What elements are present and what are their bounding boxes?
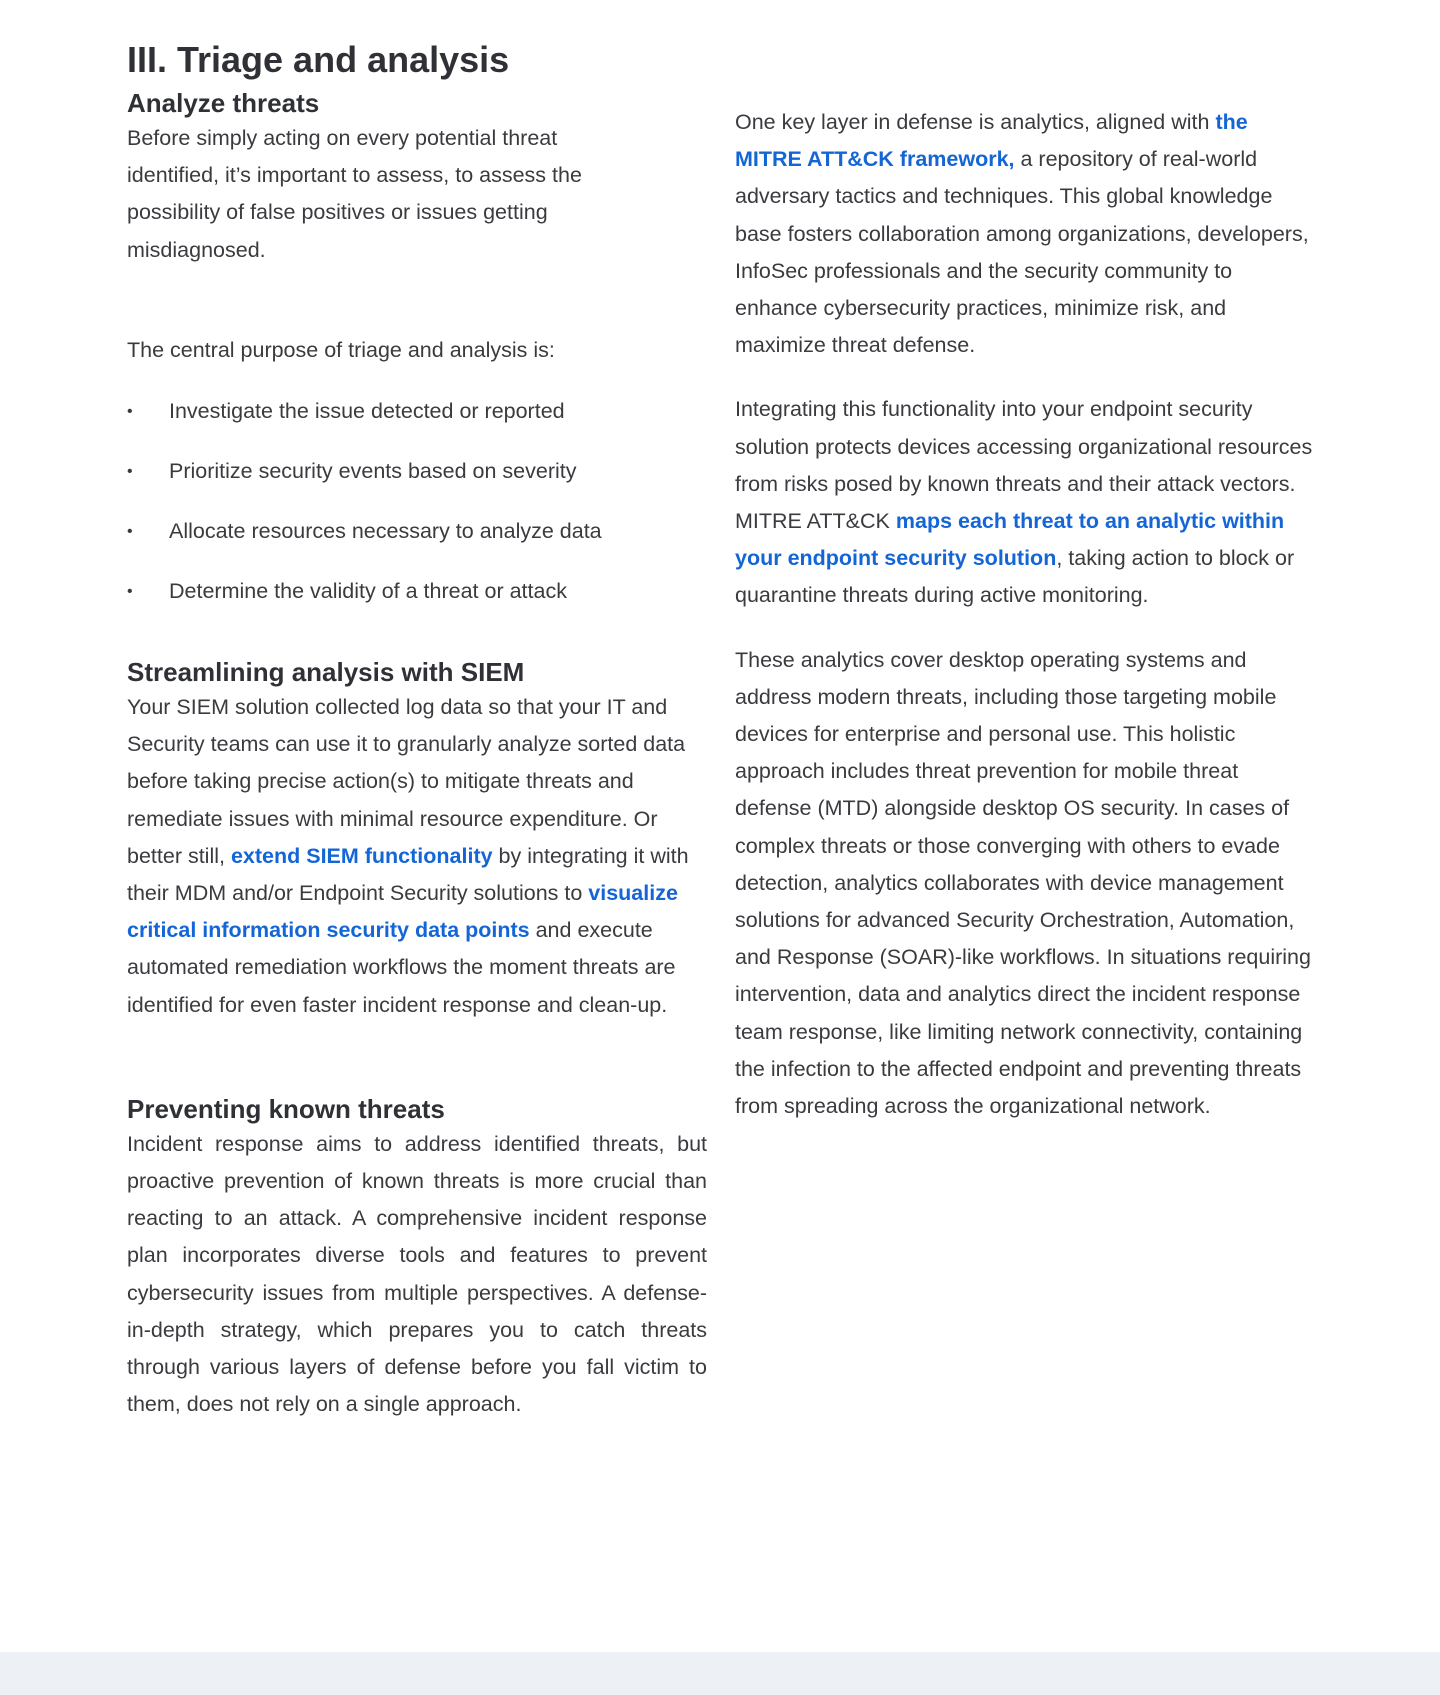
- visualize-security-data-link[interactable]: visualize critical information security data points: [127, 881, 678, 943]
- section-title: III. Triage and analysis: [127, 39, 510, 80]
- purpose-intro: The central purpose of triage and analysis is:: [127, 337, 555, 362]
- analytics-coverage-paragraph: These analytics cover desktop operating systems and address modern threats, including those targeting mobile devices for enterprise and personal use. This holistic approach includes threat prevention for mobile threat defense (MTD) alongside desktop OS security. In cases of complex threats or those converging with others to evade detection, analytics collaborates with device management solutions for advanced Security Orchestration, Automation, and Response (SOAR)-like workflows. In situations requiring intervention, data and analytics direct the incident response team response, like limiting network connectivity, containing the infection to the affected endpoint and preventing threats from spreading across the organizational network.: [735, 647, 1311, 1119]
- bullet-icon: •: [127, 403, 133, 421]
- analyze-threats-heading: Analyze threats: [127, 88, 320, 118]
- list-item: • Determine the validity of a threat or attack: [127, 573, 707, 633]
- maps-threat-to-analytic-link[interactable]: maps each threat to an analytic within your endpoint security solution: [735, 509, 1285, 571]
- purpose-list: [127, 393, 707, 633]
- mitre-attack-framework-link[interactable]: the MITRE ATT&CK framework,: [735, 110, 1248, 172]
- list-item: • Investigate the issue detected or reported: [127, 393, 707, 453]
- analyze-threats-body: Before simply acting on every potential threat identified, it’s important to assess, to assess the possibility of false positives or issues getting misdiagnosed.: [127, 126, 582, 262]
- integration-paragraph: Integrating this functionality into your endpoint security solution protects devices accessing organizational resources from risks posed by known threats and their attack vectors. MITRE ATT&CK maps each threat to an analytic within your endpoint security solution, taking action to block or quarantine threats during active monitoring.: [735, 397, 1313, 608]
- extend-siem-functionality-link[interactable]: extend SIEM functionality: [230, 843, 493, 868]
- bullet-icon: •: [127, 583, 133, 601]
- bullet-icon: •: [127, 463, 133, 481]
- list-item: • Allocate resources necessary to analyze data: [127, 513, 707, 573]
- preventing-body: Incident response aims to address identified threats, but proactive prevention of known threats is more crucial than reacting to an attack. A comprehensive incident response plan incorporates diverse tools and features to prevent cybersecurity issues from multiple perspectives. A defense-in-depth strategy, which prepares you to catch threats through various layers of defense before you fall victim to them, does not rely on a single approach.: [127, 1131, 707, 1417]
- right-column: [735, 104, 1320, 1125]
- preventing-heading: Preventing known threats: [127, 1093, 445, 1124]
- analytics-paragraph: One key layer in defense is analytics, aligned with the MITRE ATT&CK framework, a repository of real-world adversary tactics and techniques. This global knowledge base fosters collaboration among organizations, developers, InfoSec professionals and the security community to enhance cybersecurity practices, minimize risk, and maximize threat defense.: [735, 110, 1309, 358]
- siem-heading: Streamlining analysis with SIEM: [127, 657, 525, 688]
- left-column: [127, 36, 707, 1423]
- bullet-icon: •: [127, 523, 133, 541]
- list-item: • Prioritize security events based on severity: [127, 453, 707, 513]
- footer-band: [0, 1652, 1440, 1695]
- siem-body: Your SIEM solution collected log data so that your IT and Security teams can use it to granularly analyze sorted data before taking precise action(s) to mitigate threats and remediate issues with minimal resource expenditure. Or better still, extend SIEM functionality by integrating it with their MDM and/or Endpoint Security solutions to visualize critical information security data points and execute automated remediation workflows the moment threats are identified for even faster incident response and clean-up.: [127, 695, 689, 1017]
